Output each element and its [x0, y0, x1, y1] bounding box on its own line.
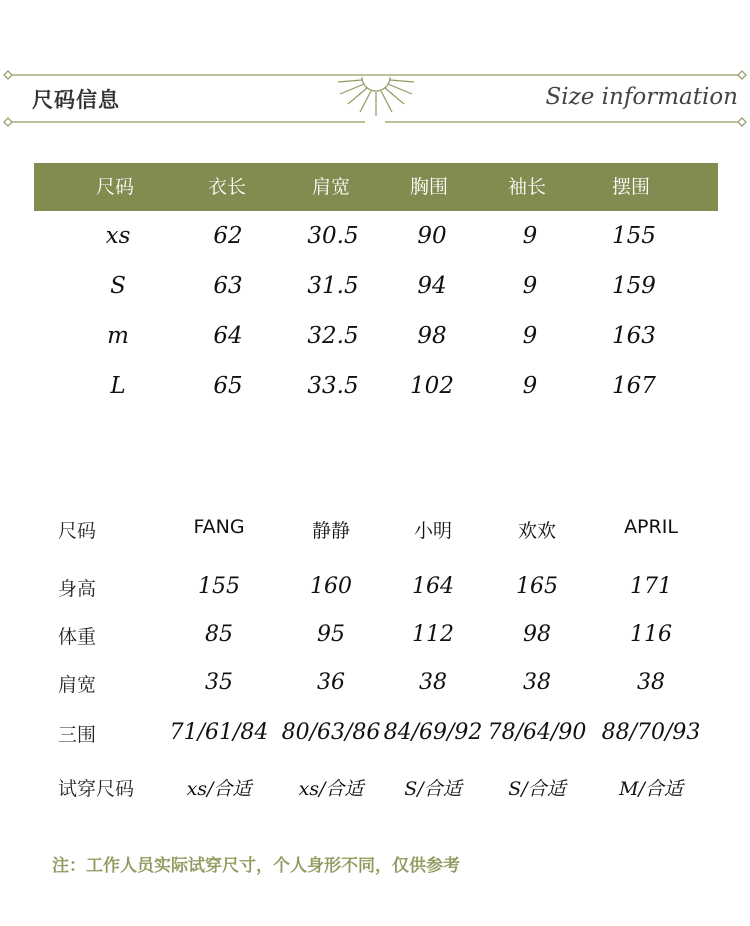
size-table-cell: 159 — [612, 273, 656, 299]
model-table-cell: 112 — [412, 622, 454, 647]
size-header-cell: 袖长 — [508, 176, 547, 198]
model-row-label: 肩宽 — [58, 674, 97, 696]
model-table-cell: 155 — [198, 574, 240, 599]
size-table-cell: 90 — [417, 223, 447, 249]
model-table-cell: 38 — [637, 670, 665, 695]
model-table-cell: xs/合适 — [298, 778, 364, 800]
model-table-cell: 欢欢 — [517, 520, 556, 542]
size-table-row — [34, 311, 718, 361]
size-table-cell: 9 — [522, 323, 538, 349]
size-table-cell: 9 — [522, 223, 538, 249]
model-table-cell: 38 — [523, 670, 551, 695]
model-table-cell: S/合适 — [508, 778, 566, 800]
model-table-cell: 35 — [205, 670, 233, 695]
size-header-cell: 肩宽 — [312, 176, 351, 198]
model-table-cell: S/合适 — [404, 778, 462, 800]
size-table-cell: 167 — [612, 373, 656, 399]
size-header-cell: 衣长 — [208, 176, 247, 198]
size-table-row — [34, 361, 718, 411]
size-table — [34, 163, 718, 411]
model-table-cell: 116 — [630, 622, 672, 647]
size-table-row — [34, 261, 718, 311]
model-row-label: 尺码 — [58, 520, 97, 542]
model-table-cell: APRIL — [624, 516, 678, 538]
size-table-cell: L — [110, 373, 126, 399]
model-row-label: 身高 — [58, 578, 97, 600]
model-row-label: 体重 — [58, 626, 97, 648]
model-table-cell: 78/64/90 — [487, 720, 587, 745]
size-table-row — [34, 211, 718, 261]
model-table-cell: 38 — [419, 670, 447, 695]
size-table-cell: 64 — [213, 323, 243, 349]
model-table-cell: 165 — [516, 574, 558, 599]
size-table-cell: 155 — [612, 223, 656, 249]
size-table-cell: m — [107, 323, 129, 349]
size-table-cell: 62 — [213, 223, 243, 249]
model-table-cell: 71/61/84 — [169, 720, 269, 745]
size-header-cell: 尺码 — [96, 176, 135, 198]
model-table-cell: 171 — [630, 574, 672, 599]
model-table-cell: 88/70/93 — [601, 720, 701, 745]
model-row-label: 试穿尺码 — [58, 778, 135, 800]
model-row-label: 三围 — [58, 724, 97, 746]
size-table-cell: 32.5 — [307, 323, 359, 349]
model-table-cell: 95 — [317, 622, 345, 647]
size-header-cell: 摆围 — [612, 176, 651, 198]
model-table-cell: FANG — [193, 516, 245, 538]
footnote: 注：工作人员实际试穿尺寸，个人身形不同，仅供参考 — [52, 856, 460, 876]
size-table-cell: xs — [105, 223, 131, 249]
size-table-cell: 33.5 — [307, 373, 359, 399]
model-table-cell: xs/合适 — [186, 778, 252, 800]
model-table-cell: 160 — [310, 574, 352, 599]
model-table-cell: 98 — [523, 622, 551, 647]
size-table-cell: 94 — [417, 273, 447, 299]
model-table-cell: 静静 — [311, 520, 350, 542]
size-table-cell: S — [110, 273, 126, 299]
size-table-cell: 98 — [417, 323, 447, 349]
model-table-cell: 80/63/86 — [281, 720, 381, 745]
size-table-cell: 30.5 — [307, 223, 359, 249]
size-table-cell: 65 — [213, 373, 243, 399]
size-table-cell: 102 — [410, 373, 454, 399]
size-table-header — [34, 163, 718, 211]
size-table-cell: 63 — [213, 273, 243, 299]
size-table-cell: 31.5 — [307, 273, 359, 299]
model-table-cell: 85 — [205, 622, 233, 647]
header-title-cn: 尺码信息 — [32, 88, 120, 112]
model-table-cell: 36 — [317, 670, 345, 695]
size-table-cell: 9 — [522, 273, 538, 299]
size-table-cell: 9 — [522, 373, 538, 399]
model-table-cell: 164 — [412, 574, 454, 599]
model-table-cell: M/合适 — [619, 778, 683, 800]
model-table-cell: 84/69/92 — [383, 720, 483, 745]
header-title-en: Size information — [545, 84, 738, 110]
size-header-cell: 胸围 — [410, 176, 449, 198]
size-table-cell: 163 — [612, 323, 656, 349]
model-table-cell: 小明 — [413, 520, 452, 542]
